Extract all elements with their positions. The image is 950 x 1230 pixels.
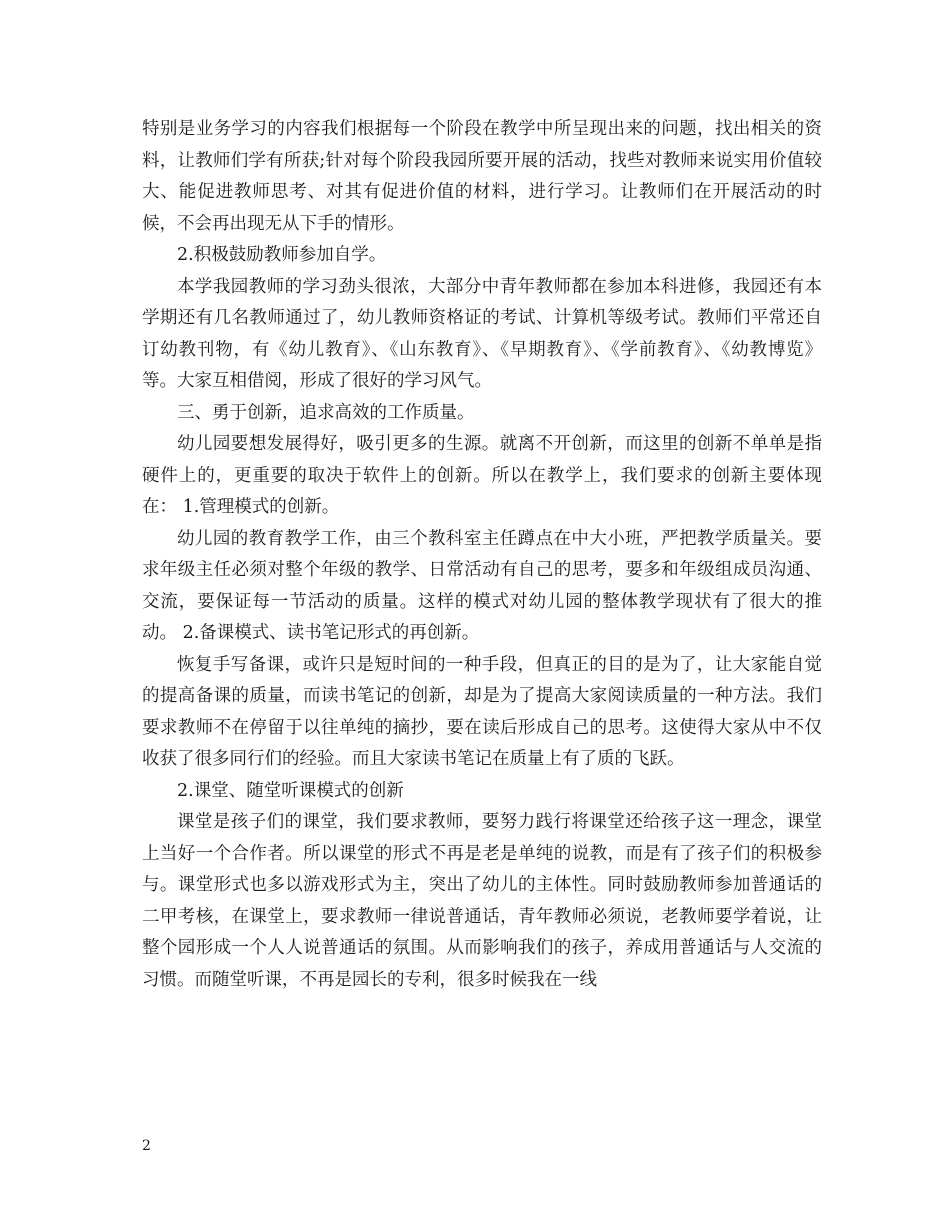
subheading-self-study: 2.积极鼓励教师参加自学。 xyxy=(177,245,387,265)
page-number: 2 xyxy=(142,1138,151,1154)
paragraph-continuation: 特别是业务学习的内容我们根据每一个阶段在教学中所呈现出来的问题，找出相关的资料，让教师们学有所获;针对每个阶段我园所要开展的活动，找些对教师来说实用价值较大、能促进教师思考、对其有促进价值的材料，进行学习。让教师们在开展活动的时候，不会再出现无从下手的情形。 xyxy=(142,119,822,234)
paragraph: 幼儿园的教育教学工作，由三个教科室主任蹲点在中大小班，严把教学质量关。要求年级主任必须对整个年级的教学、日常活动有自己的思考，要多和年级组成员沟通、交流，要保证每一节活动的质量。这样的模式对幼儿园的整体教学现状有了很大的推动。 2.备课模式、读书笔记形式的再创新。 xyxy=(142,528,822,643)
document-body xyxy=(142,114,822,996)
paragraph: 恢复手写备课，或许只是短时间的一种手段，但真正的目的是为了，让大家能自觉的提高备课的质量，而读书笔记的创新，却是为了提高大家阅读质量的一种方法。我们要求教师不在停留于以往单纯的摘抄，要在读后形成自己的思考。这使得大家从中不仅收获了很多同行们的经验。而且大家读书笔记在质量上有了质的飞跃。 xyxy=(142,654,822,769)
paragraph: 课堂是孩子们的课堂，我们要求教师，要努力践行将课堂还给孩子这一理念，课堂上当好一个合作者。所以课堂的形式不再是老是单纯的说教，而是有了孩子们的积极参与。课堂形式也多以游戏形式为主，突出了幼儿的主体性。同时鼓励教师参加普通话的二甲考核，在课堂上，要求教师一律说普通话，青年教师必须说，老教师要学着说，让整个园形成一个人人说普通话的氛围。从而影响我们的孩子，养成用普通话与人交流的习惯。而随堂听课，不再是园长的专利，很多时候我在一线 xyxy=(142,812,822,990)
section-heading-innovation: 三、勇于创新，追求高效的工作质量。 xyxy=(177,402,475,423)
paragraph: 本学我园教师的学习劲头很浓，大部分中青年教师都在参加本科进修，我园还有本学期还有几名教师通过了，幼儿教师资格证的考试、计算机等级考试。教师们平常还自订幼教刊物，有《幼儿教育》、《山东教育》、《早期教育》、《学前教育》、《幼教博览》等。大家互相借阅，形成了很好的学习风气。 xyxy=(142,276,822,391)
subheading-classroom-innovation: 2.课堂、随堂听课模式的创新 xyxy=(177,780,404,801)
paragraph: 幼儿园要想发展得好，吸引更多的生源。就离不开创新，而这里的创新不单单是指硬件上的，更重要的取决于软件上的创新。所以在教学上，我们要求的创新主要体现在： 1.管理模式的创新。 xyxy=(142,434,822,517)
